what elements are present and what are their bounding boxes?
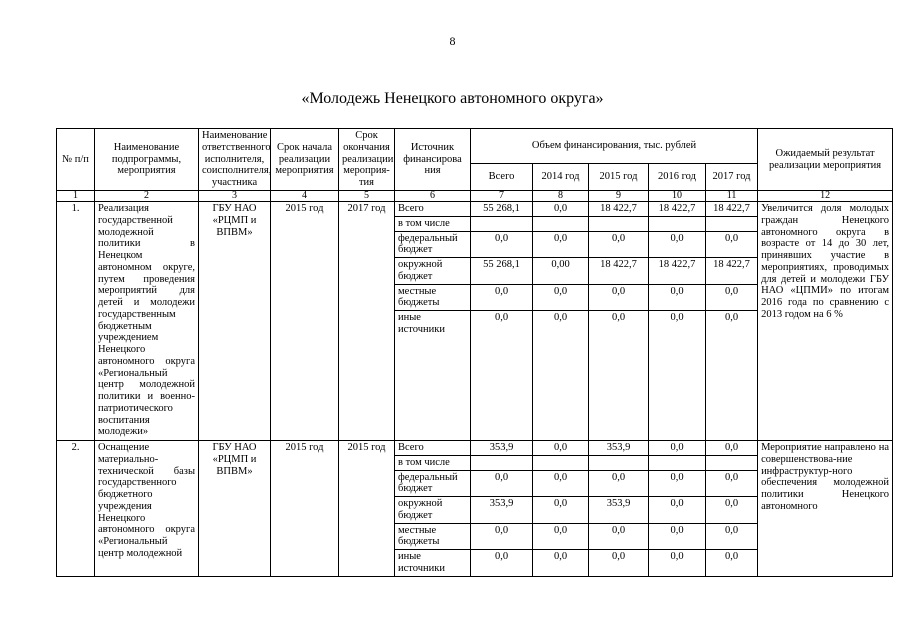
value-2014: 0,0 <box>533 550 589 577</box>
value-total: 55 268,1 <box>471 258 533 285</box>
value-2016: 0,0 <box>649 231 706 258</box>
header-funding: Объем финансирования, тыс. рублей <box>471 129 758 164</box>
activity-name: Оснащение материально-технической базы государственного бюджетного учреждения Ненецкого автономного округа «Региональный центр молодежной <box>95 441 199 577</box>
expected-result: Увеличится доля молодых граждан Ненецкого автономного округа в возрасте от 14 до 30 лет, принявших участие в мероприятиях, проводимых для детей и молодежи ГБУ НАО «ЦПМИ» по итогам 2016 года по сравнению с 2013 годом на 6 % <box>758 202 893 441</box>
value-2015: 353,9 <box>589 497 649 524</box>
value-total: 0,0 <box>471 231 533 258</box>
source-label: окружной бюджет <box>395 258 471 285</box>
header-source: Источник финансирова ния <box>395 129 471 191</box>
col-number: 4 <box>271 191 339 202</box>
source-label: Всего <box>395 441 471 456</box>
value-2017: 0,0 <box>706 311 758 441</box>
source-label: иные источники <box>395 311 471 441</box>
source-label: федеральный бюджет <box>395 470 471 497</box>
col-number: 11 <box>706 191 758 202</box>
header-name: Наименование подпрограммы, мероприятия <box>95 129 199 191</box>
activity-name: Реализация государственной молодежной политики в Ненецком автономном округе, путем проведения мероприятий для детей и молодежи государственным бюджетным учреждением Ненецкого автономного округа «Региональный центр молодежной политики и военно-патриотического воспитания молодежи» <box>95 202 199 441</box>
value-2014: 0,0 <box>533 202 589 217</box>
header-num: № п/п <box>57 129 95 191</box>
source-label: в том числе <box>395 216 471 231</box>
value-total: 353,9 <box>471 497 533 524</box>
value-2017: 0,0 <box>706 550 758 577</box>
start-date: 2015 год <box>271 202 339 441</box>
value-2016: 0,0 <box>649 311 706 441</box>
value-2015 <box>589 216 649 231</box>
value-2016 <box>649 216 706 231</box>
start-date: 2015 год <box>271 441 339 577</box>
value-2017: 0,0 <box>706 523 758 550</box>
col-number: 5 <box>339 191 395 202</box>
value-2015: 18 422,7 <box>589 258 649 285</box>
value-2016: 0,0 <box>649 523 706 550</box>
value-total: 0,0 <box>471 523 533 550</box>
header-start: Срок начала реализации мероприятия <box>271 129 339 191</box>
value-2015: 353,9 <box>589 441 649 456</box>
value-2016: 0,0 <box>649 284 706 311</box>
value-2017: 0,0 <box>706 231 758 258</box>
value-2016: 18 422,7 <box>649 258 706 285</box>
col-number: 7 <box>471 191 533 202</box>
value-2014: 0,0 <box>533 470 589 497</box>
source-label: в том числе <box>395 455 471 470</box>
row-num: 2. <box>57 441 95 577</box>
source-label: окружной бюджет <box>395 497 471 524</box>
value-2015 <box>589 455 649 470</box>
header-2016: 2016 год <box>649 164 706 191</box>
table-row <box>57 441 893 456</box>
end-date: 2017 год <box>339 202 395 441</box>
header-2015: 2015 год <box>589 164 649 191</box>
end-date: 2015 год <box>339 441 395 577</box>
row-num: 1. <box>57 202 95 441</box>
col-number: 2 <box>95 191 199 202</box>
value-2015: 0,0 <box>589 231 649 258</box>
col-number: 3 <box>199 191 271 202</box>
col-number: 6 <box>395 191 471 202</box>
value-2017: 0,0 <box>706 441 758 456</box>
value-total <box>471 216 533 231</box>
value-2015: 18 422,7 <box>589 202 649 217</box>
expected-result: Мероприятие направлено на совершенствова-ние инфраструктур-ного обеспечения молодежной политики Ненецкого автономного <box>758 441 893 577</box>
value-2015: 0,0 <box>589 550 649 577</box>
value-total: 353,9 <box>471 441 533 456</box>
value-2016 <box>649 455 706 470</box>
executor: ГБУ НАО «РЦМП и ВПВМ» <box>199 441 271 577</box>
header-end: Срок окончания реализации мероприя-тия <box>339 129 395 191</box>
header-result: Ожидаемый результат реализации мероприятия <box>758 129 893 191</box>
header-total: Всего <box>471 164 533 191</box>
program-table <box>56 128 893 577</box>
col-number: 12 <box>758 191 893 202</box>
value-2017: 18 422,7 <box>706 202 758 217</box>
executor: ГБУ НАО «РЦМП и ВПВМ» <box>199 202 271 441</box>
value-total: 55 268,1 <box>471 202 533 217</box>
value-2014: 0,0 <box>533 523 589 550</box>
value-total: 0,0 <box>471 470 533 497</box>
header-2017: 2017 год <box>706 164 758 191</box>
source-label: иные источники <box>395 550 471 577</box>
value-total: 0,0 <box>471 550 533 577</box>
value-2017: 0,0 <box>706 284 758 311</box>
col-number: 1 <box>57 191 95 202</box>
col-number: 9 <box>589 191 649 202</box>
value-2016: 0,0 <box>649 550 706 577</box>
source-label: местные бюджеты <box>395 284 471 311</box>
page-number: 8 <box>449 34 456 48</box>
value-2014 <box>533 455 589 470</box>
col-number: 8 <box>533 191 589 202</box>
value-2016: 0,0 <box>649 470 706 497</box>
table-row <box>57 202 893 217</box>
header-2014: 2014 год <box>533 164 589 191</box>
value-2017: 0,0 <box>706 470 758 497</box>
value-2014 <box>533 216 589 231</box>
value-2015: 0,0 <box>589 470 649 497</box>
value-2014: 0,0 <box>533 441 589 456</box>
value-2014: 0,0 <box>533 497 589 524</box>
value-2014: 0,0 <box>533 311 589 441</box>
value-total: 0,0 <box>471 284 533 311</box>
document-title: «Молодежь Ненецкого автономного округа» <box>301 90 604 107</box>
value-2014: 0,0 <box>533 231 589 258</box>
source-label: местные бюджеты <box>395 523 471 550</box>
value-2017: 18 422,7 <box>706 258 758 285</box>
value-2015: 0,0 <box>589 284 649 311</box>
value-total <box>471 455 533 470</box>
value-2016: 0,0 <box>649 441 706 456</box>
column-numbers-row <box>57 191 893 202</box>
value-2017: 0,0 <box>706 497 758 524</box>
value-total: 0,0 <box>471 311 533 441</box>
value-2014: 0,0 <box>533 284 589 311</box>
value-2016: 0,0 <box>649 497 706 524</box>
value-2015: 0,0 <box>589 311 649 441</box>
source-label: Всего <box>395 202 471 217</box>
source-label: федеральный бюджет <box>395 231 471 258</box>
header-executor: Наименование ответственного исполнителя, соисполнителя, участника <box>199 129 271 191</box>
value-2015: 0,0 <box>589 523 649 550</box>
value-2017 <box>706 216 758 231</box>
col-number: 10 <box>649 191 706 202</box>
value-2014: 0,00 <box>533 258 589 285</box>
value-2016: 18 422,7 <box>649 202 706 217</box>
value-2017 <box>706 455 758 470</box>
